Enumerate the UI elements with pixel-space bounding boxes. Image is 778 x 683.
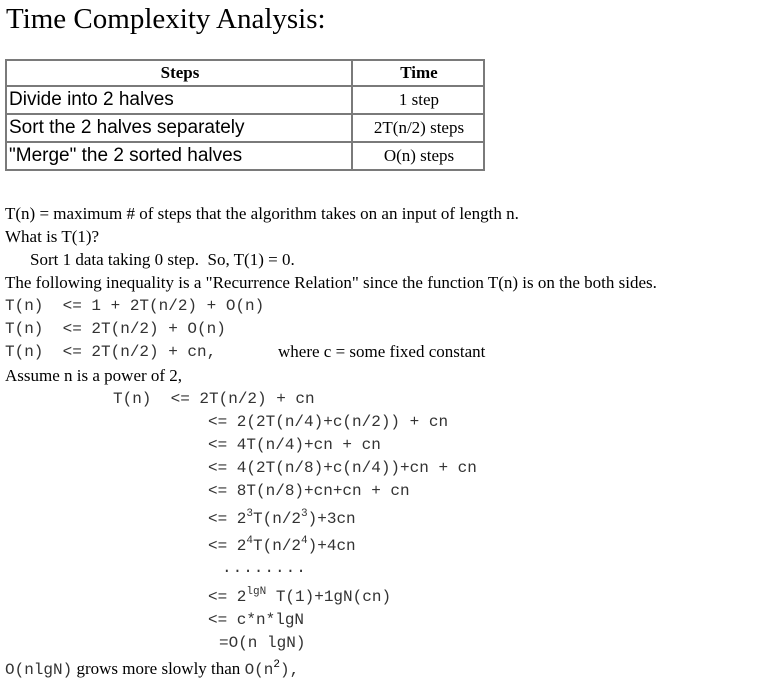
derivation-line: =O(n lgN) xyxy=(219,634,306,652)
complexity-table xyxy=(5,59,485,171)
table-row xyxy=(6,114,484,142)
steps-column-header: Steps xyxy=(6,60,352,86)
inequality-line: T(n) <= 2T(n/2) + O(n) xyxy=(5,320,226,338)
table-row xyxy=(6,142,484,170)
ellipsis-dots: ........ xyxy=(222,559,307,577)
derivation-line: <= $2^4T(n/2^4)+4cn$ xyxy=(208,535,356,555)
derivation-line: <= 4(2T(n/8)+c(n/4))+cn + cn xyxy=(208,459,477,477)
time-cell: 2T(n/2) steps xyxy=(352,114,484,142)
derivation-line: <= $2^{lgN}$ T(1)+1gN(cn) xyxy=(208,586,392,606)
table-header-row xyxy=(6,60,484,86)
step-cell: Sort the 2 halves separately xyxy=(6,114,352,142)
time-cell: O(n) steps xyxy=(352,142,484,170)
answer-text: Sort 1 data taking 0 step. So, T(1) = 0. xyxy=(30,250,295,269)
constant-note: where c = some fixed constant xyxy=(278,342,486,361)
derivation-line: <= $2^3T(n/2^3)+3cn$ xyxy=(208,508,356,528)
recurrence-intro-text: The following inequality is a "Recurrence Relation" since the function T(n) is on the both sides. xyxy=(5,273,657,292)
time-cell: 1 step xyxy=(352,86,484,114)
derivation-line: <= 8T(n/8)+cn+cn + cn xyxy=(208,482,410,500)
step-cell: "Merge" the 2 sorted halves xyxy=(6,142,352,170)
table-row xyxy=(6,86,484,114)
definition-text: T(n) = maximum # of steps that the algorithm takes on an input of length n. xyxy=(5,204,519,223)
inequality-line: T(n) <= 1 + 2T(n/2) + O(n) xyxy=(5,297,265,315)
inequality-line: T(n) <= 2T(n/2) + cn, xyxy=(5,343,217,361)
time-column-header: Time xyxy=(352,60,484,86)
question-text: What is T(1)? xyxy=(5,227,100,246)
derivation-line: T(n) <= 2T(n/2) + cn xyxy=(113,390,315,408)
step-cell: Divide into 2 halves xyxy=(6,86,352,114)
derivation-line: <= 2(2T(n/4)+c(n/2)) + cn xyxy=(208,413,449,431)
derivation-line: <= c*n*lgN xyxy=(208,611,305,629)
conclusion-line: O(nlgN) grows more slowly than $O(n^2)$, xyxy=(5,659,300,679)
assumption-text: Assume n is a power of 2, xyxy=(5,366,183,385)
derivation-line: <= 4T(n/4)+cn + cn xyxy=(208,436,381,454)
page-title: Time Complexity Analysis: xyxy=(6,3,326,35)
